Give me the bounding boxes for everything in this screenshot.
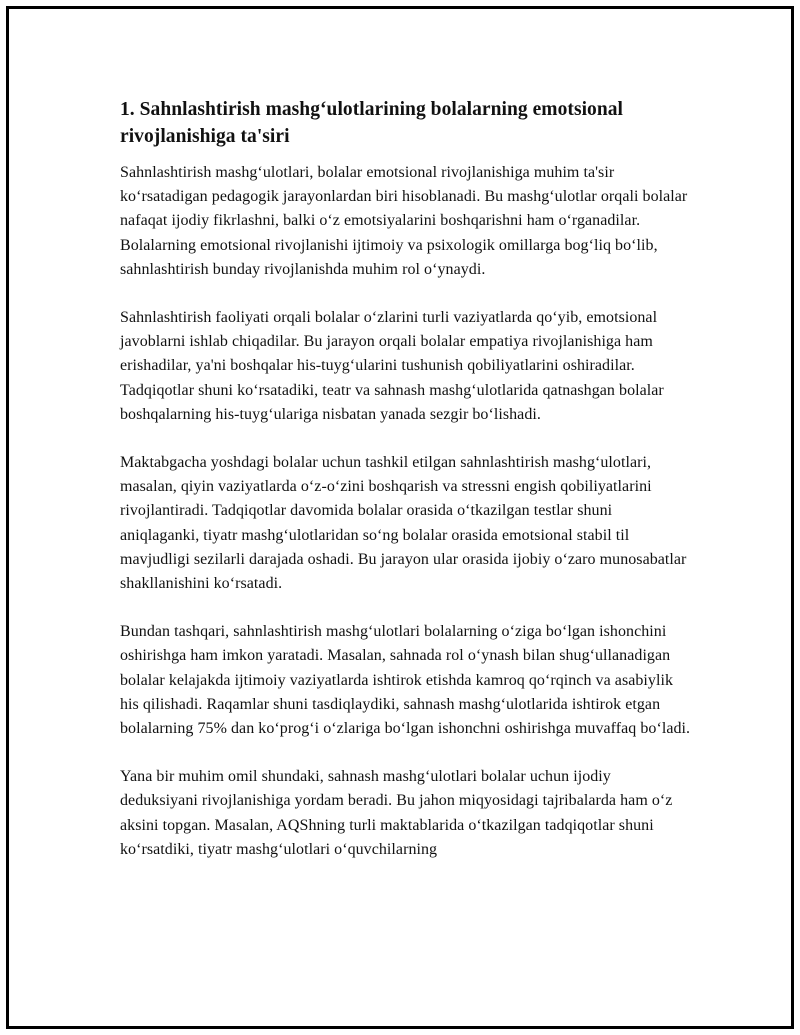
paragraph-2: Sahnlashtirish faoliyati orqali bolalar o‘zlarini turli vaziyatlarda qo‘yib, emotsional javoblarni ishlab chiqadilar. Bu jarayon orqali bolalar empatiya rivojlanishiga ham erishadilar, ya'ni boshqalar his-tuyg‘ularini tushunish qobiliyatlarini oshiradilar. Tadqiqotlar shuni ko‘rsatadiki, teatr va sahnash mashg‘ulotlarida qatnashgan bolalar boshqalarning his-tuyg‘ulariga nisbatan yanada sezgir bo‘lishadi.	[120, 309, 664, 423]
paragraph-3: Maktabgacha yoshdagi bolalar uchun tashkil etilgan sahnlashtirish mashg‘ulotlari, masalan, qiyin vaziyatlarda o‘z-o‘zini boshqarish va stressni engish qobiliyatlarini rivojlantiradi. Tadqiqotlar davomida bolalar orasida o‘tkazilgan testlar shuni aniqlaganki, tiyatr mashg‘ulotlaridan so‘ng bolalar orasida emotsional stabil til mavjudligi sezilarli darajada oshadi. Bu jarayon ular orasida ijobiy o‘zaro munosabatlar shakllanishini ko‘rsatadi.	[120, 454, 687, 593]
paragraph-4: Bundan tashqari, sahnlashtirish mashg‘ulotlari bolalarning o‘ziga bo‘lgan ishonchini oshirishga ham imkon yaratadi. Masalan, sahnada rol o‘ynash bilan shug‘ullanadigan bolalar kelajakda ijtimoiy vaziyatlarda ishtirok etishda kamroq qo‘rqinch va asabiylik his qilishadi. Raqamlar shuni tasdiqlaydiki, sahnash mashg‘ulotlarida ishtirok etgan bolalarning 75% dan ko‘prog‘i o‘zlariga bo‘lgan ishonchni oshirishga muvaffaq bo‘ladi.	[120, 623, 691, 738]
document-page	[6, 6, 794, 1029]
document-body	[120, 96, 692, 886]
paragraph-5: Yana bir muhim omil shundaki, sahnash mashg‘ulotlari bolalar uchun ijodiy deduksiyani rivojlanishiga yordam beradi. Bu jahon miqyosidagi tajribalarda ham o‘z aksini topgan. Masalan, AQShning turli maktablarida o‘tkazilgan tadqiqotlar shuni ko‘rsatdiki, tiyatr mashg‘ulotlari o‘quvchilarning	[120, 768, 673, 858]
paragraph-1: Sahnlashtirish mashg‘ulotlari, bolalar emotsional rivojlanishiga muhim ta'sir ko‘rsatadigan pedagogik jarayonlardan biri hisoblanadi. Bu mashg‘ulotlar orqali bolalar nafaqat ijodiy fikrlashni, balki o‘z emotsiyalarini boshqarishni ham o‘rganadilar. Bolalarning emotsional rivojlanishi ijtimoiy va psixologik omillarga bog‘liq bo‘lib, sahnlashtirish bunday rivojlanishda muhim rol o‘ynaydi.	[120, 164, 688, 278]
section-heading: 1. Sahnlashtirish mashg‘ulotlarining bolalarning emotsional rivojlanishiga ta'siri	[120, 99, 624, 147]
